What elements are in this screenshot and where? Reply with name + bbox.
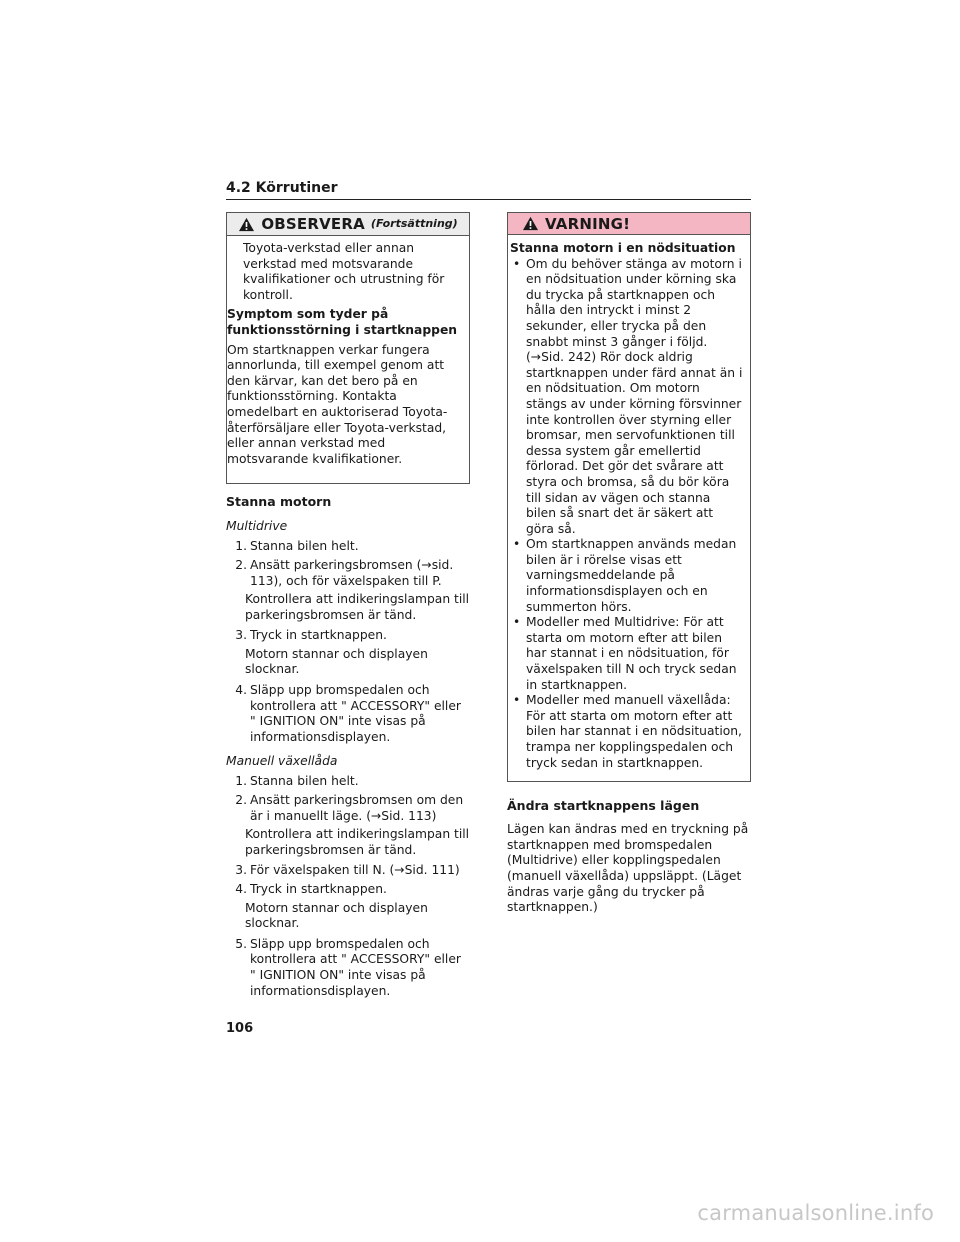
manuell-steps bbox=[226, 774, 470, 999]
observera-title: OBSERVERA bbox=[261, 215, 365, 233]
section-title: 4.2 Körrutiner bbox=[226, 180, 338, 196]
step-text: Ansätt parkeringsbromsen om den är i manuellt läge. (→Sid. 113) bbox=[250, 793, 464, 823]
step-text: Ansätt parkeringsbromsen (→sid. 113), och för växelspaken till P. bbox=[250, 557, 454, 588]
observera-box bbox=[226, 212, 470, 484]
step-item bbox=[226, 683, 470, 745]
varning-box bbox=[507, 212, 751, 782]
section-header bbox=[226, 180, 751, 200]
andra-heading: Ändra startknappens lägen bbox=[507, 798, 700, 814]
observera-header bbox=[227, 213, 469, 236]
bullet-item: • Om du behöver stänga av motorn i en nödsituation under körning ska du trycka på startknappen och hålla den intryckt i minst 2 sekunder, eller trycka på den snabbt minst 3 gånger i följd. (→Sid. 242) Rör dock aldrig startknappen under färd annat än i en nödsituation. Om motorn stängs av under körning försvinner inte kontrollen över styrning eller bromsar, men servofunktionen till dessa system går emellertid förlorad. Det gör det svårare att styra och bromsa, så du bör köra till sidan av vägen och stanna bilen så snart det är säkert att göra så. bbox=[510, 257, 744, 538]
bullet-item: • Modeller med manuell växellåda: För att starta om motorn efter att bilen har stannat i en nödsituation, trampa ner kopplingspedalen och tryck sedan in startknappen. bbox=[510, 693, 744, 771]
step-number: 1. bbox=[235, 539, 247, 554]
step-number: 3. bbox=[235, 628, 247, 643]
watermark: carmanualsonline.info bbox=[697, 1201, 934, 1225]
andra-body: Lägen kan ändras med en tryckning på startknappen med bromspedalen (Multidrive) eller kopplingspedalen (manuell växellåda) uppsläppt. (Läget ändras varje gång du trycker på startknappen.) bbox=[507, 822, 749, 915]
multidrive-label: Multidrive bbox=[226, 519, 288, 534]
manuell-label: Manuell växellåda bbox=[226, 754, 338, 769]
varning-body bbox=[508, 235, 750, 781]
step-item bbox=[226, 539, 470, 555]
step-note: Motorn stannar och displayen slocknar. bbox=[245, 900, 428, 931]
observera-subtitle: (Fortsättning) bbox=[370, 217, 458, 230]
step-note: Motorn stannar och displayen slocknar. bbox=[245, 646, 428, 677]
varning-heading: Stanna motorn i en nödsituation bbox=[510, 241, 736, 255]
bullet-item: • Modeller med Multidrive: För att starta om motorn efter att bilen har stannat i en nödsituation, för växelspaken till N och tryck sedan in startknappen. bbox=[510, 615, 744, 693]
observera-continued-text: Toyota-verkstad eller annan verkstad med motsvarande kvalifikationer och utrustning för kontroll. bbox=[243, 241, 445, 302]
step-number: 5. bbox=[235, 936, 247, 951]
step-number: 4. bbox=[235, 683, 247, 698]
stanna-heading: Stanna motorn bbox=[226, 494, 332, 510]
step-number: 4. bbox=[235, 882, 247, 896]
observera-text: Om startknappen verkar fungera annorlunda, till exempel genom att den kärvar, kan det bero på en funktionsstörning. Kontakta omedelbart en auktoriserad Toyota-återförsäljare eller Toyota-verkstad, eller annan verkstad med motsvarande kvalifikationer. bbox=[227, 342, 448, 466]
step-number: 1. bbox=[235, 774, 247, 789]
bullet-item: • Om startknappen används medan bilen är i rörelse visas ett varningsmeddelande på informationsdisplayen och en summerton hörs. bbox=[510, 537, 744, 615]
step-item bbox=[226, 793, 470, 858]
page-number: 106 bbox=[226, 1021, 254, 1036]
left-column bbox=[226, 212, 470, 1002]
step-number: 2. bbox=[235, 793, 247, 808]
step-number: 2. bbox=[235, 557, 247, 572]
step-note: Kontrollera att indikeringslampan till parkeringsbromsen är tänd. bbox=[245, 592, 470, 622]
step-item bbox=[226, 558, 470, 623]
step-text: Stanna bilen helt. bbox=[250, 774, 359, 789]
multidrive-steps bbox=[226, 539, 470, 745]
step-item bbox=[226, 628, 470, 678]
step-text: För växelspaken till N. (→Sid. 111) bbox=[250, 863, 460, 878]
step-text: Tryck in startknappen. bbox=[250, 628, 387, 643]
step-item bbox=[226, 882, 470, 932]
step-item bbox=[226, 937, 470, 999]
step-text: Släpp upp bromspedalen och kontrollera att " ACCESSORY" eller " IGNITION ON" inte visas på informationsdisplayen. bbox=[250, 936, 461, 998]
varning-title: VARNING! bbox=[545, 214, 631, 233]
right-column bbox=[507, 212, 751, 916]
step-text: Stanna bilen helt. bbox=[250, 539, 359, 554]
step-item bbox=[226, 863, 470, 879]
step-number: 3. bbox=[235, 863, 247, 878]
warning-triangle-icon bbox=[238, 217, 255, 232]
step-text: Släpp upp bromspedalen och kontrollera att " ACCESSORY" eller " IGNITION ON" inte visas på informationsdisplayen. bbox=[250, 683, 461, 744]
varning-header bbox=[508, 213, 750, 235]
observera-body bbox=[227, 236, 469, 483]
warning-triangle-icon bbox=[522, 216, 539, 231]
observera-heading: Symptom som tyder på funktionsstörning i startknappen bbox=[227, 307, 458, 337]
step-item bbox=[226, 774, 470, 790]
step-text: Tryck in startknappen. bbox=[250, 882, 387, 896]
step-note: Kontrollera att indikeringslampan till parkeringsbromsen är tänd. bbox=[245, 827, 470, 857]
varning-bullets bbox=[510, 257, 744, 772]
